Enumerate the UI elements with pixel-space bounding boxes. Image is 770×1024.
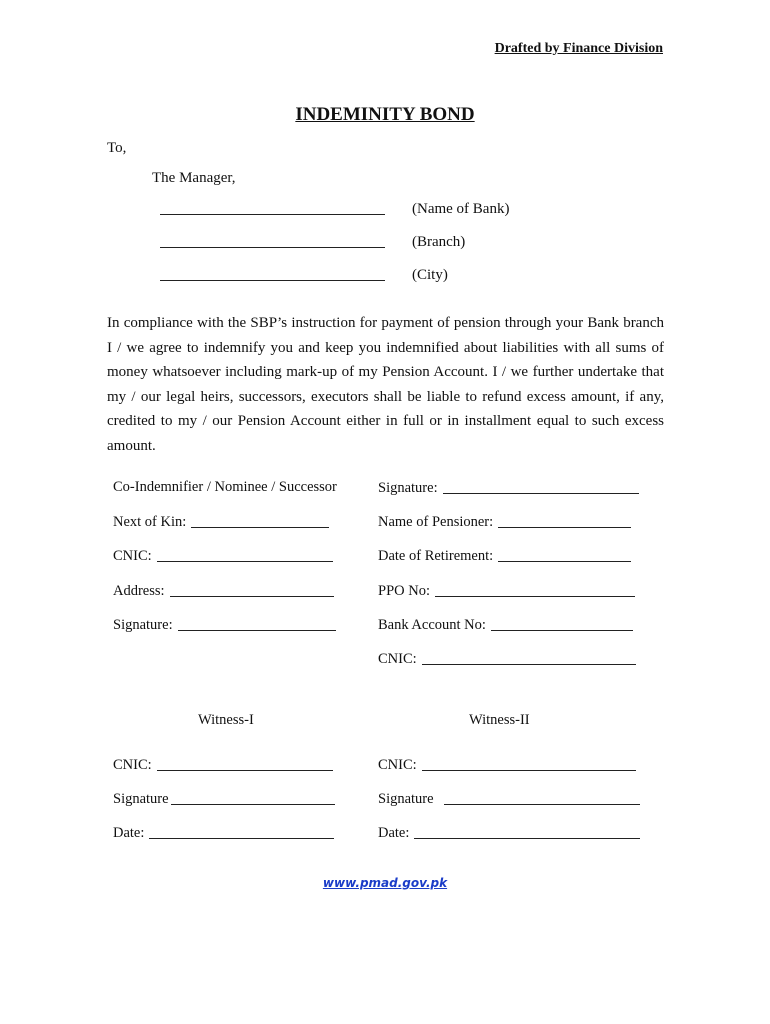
- witness-2-signature-blank[interactable]: [444, 790, 640, 805]
- witness-2-cnic-field: [378, 756, 636, 774]
- left-signature-label: Signature:: [113, 617, 173, 633]
- witness-2-date-label: Date:: [378, 825, 410, 841]
- witness-2-signature-label: Signature: [378, 791, 434, 807]
- witness-1-date-label: Date:: [113, 825, 145, 841]
- left-signature-blank[interactable]: [178, 616, 336, 631]
- right-signature-field: [378, 479, 639, 497]
- bank-name-blank[interactable]: [160, 200, 385, 215]
- left-signature-field: [113, 616, 336, 634]
- left-cnic-field: [113, 547, 333, 565]
- witness-2-cnic-label: CNIC:: [378, 757, 417, 773]
- right-cnic-field: [378, 650, 636, 668]
- city-row: [160, 266, 448, 284]
- right-signature-blank[interactable]: [443, 479, 639, 494]
- branch-blank[interactable]: [160, 233, 385, 248]
- branch-label: (Branch): [412, 234, 466, 250]
- witness-2-signature-field: [378, 790, 640, 808]
- footer-website-link[interactable]: www.pmad.gov.pk: [322, 876, 448, 890]
- ppo-no-blank[interactable]: [435, 582, 635, 597]
- retirement-date-blank[interactable]: [498, 547, 631, 562]
- pensioner-name-blank[interactable]: [498, 513, 631, 528]
- witness-1-signature-field: [113, 790, 335, 808]
- right-cnic-blank[interactable]: [422, 650, 636, 665]
- witness-2-cnic-blank[interactable]: [422, 756, 636, 771]
- address-label: Address:: [113, 583, 165, 599]
- bank-account-label: Bank Account No:: [378, 617, 486, 633]
- pensioner-name-field: [378, 513, 631, 531]
- document-title: INDEMINITY BOND: [295, 104, 475, 125]
- next-of-kin-label: Next of Kin:: [113, 514, 187, 530]
- ppo-no-field: [378, 582, 635, 600]
- witness-1-date-field: [113, 824, 334, 842]
- witness-1-cnic-blank[interactable]: [157, 756, 333, 771]
- header-note: Drafted by Finance Division: [494, 41, 663, 56]
- addressee: The Manager,: [152, 170, 236, 186]
- co-indemnifier-heading: Co-Indemnifier / Nominee / Successor: [113, 479, 337, 495]
- city-blank[interactable]: [160, 266, 385, 281]
- witness-1-cnic-label: CNIC:: [113, 757, 152, 773]
- witness-2-heading: Witness-II: [469, 712, 530, 728]
- next-of-kin-field: [113, 513, 329, 531]
- witness-2-date-field: [378, 824, 640, 842]
- address-blank[interactable]: [170, 582, 334, 597]
- witness-1-cnic-field: [113, 756, 333, 774]
- bank-account-blank[interactable]: [491, 616, 633, 631]
- witness-2-date-blank[interactable]: [414, 824, 640, 839]
- city-label: (City): [412, 267, 448, 283]
- bank-account-field: [378, 616, 633, 634]
- right-signature-label: Signature:: [378, 480, 438, 496]
- branch-row: [160, 233, 465, 251]
- witness-1-date-blank[interactable]: [149, 824, 334, 839]
- pensioner-name-label: Name of Pensioner:: [378, 514, 494, 530]
- retirement-date-label: Date of Retirement:: [378, 548, 494, 564]
- ppo-no-label: PPO No:: [378, 583, 430, 599]
- bank-name-label: (Name of Bank): [412, 201, 510, 217]
- witness-1-signature-blank[interactable]: [171, 790, 335, 805]
- witness-1-signature-label: Signature: [113, 791, 169, 807]
- address-field: [113, 582, 334, 600]
- salutation: To,: [107, 140, 127, 156]
- left-cnic-label: CNIC:: [113, 548, 152, 564]
- bank-name-row: [160, 200, 509, 218]
- right-cnic-label: CNIC:: [378, 651, 417, 667]
- witness-1-heading: Witness-I: [198, 712, 254, 728]
- indemnity-paragraph: In compliance with the SBP’s instruction for payment of pension through your Bank branch I / we agree to indemnify you and keep you indemnified about liabilities with all sums of money whatsoever including mark-up of my Pension Account. I / we further undertake that my / our legal heirs, successors, executors shall be liable to refund excess amount, if any, credited to my / our Pension Account either in full or in installment equal to such excess amount.: [107, 315, 664, 454]
- next-of-kin-blank[interactable]: [191, 513, 329, 528]
- left-cnic-blank[interactable]: [157, 547, 333, 562]
- retirement-date-field: [378, 547, 631, 565]
